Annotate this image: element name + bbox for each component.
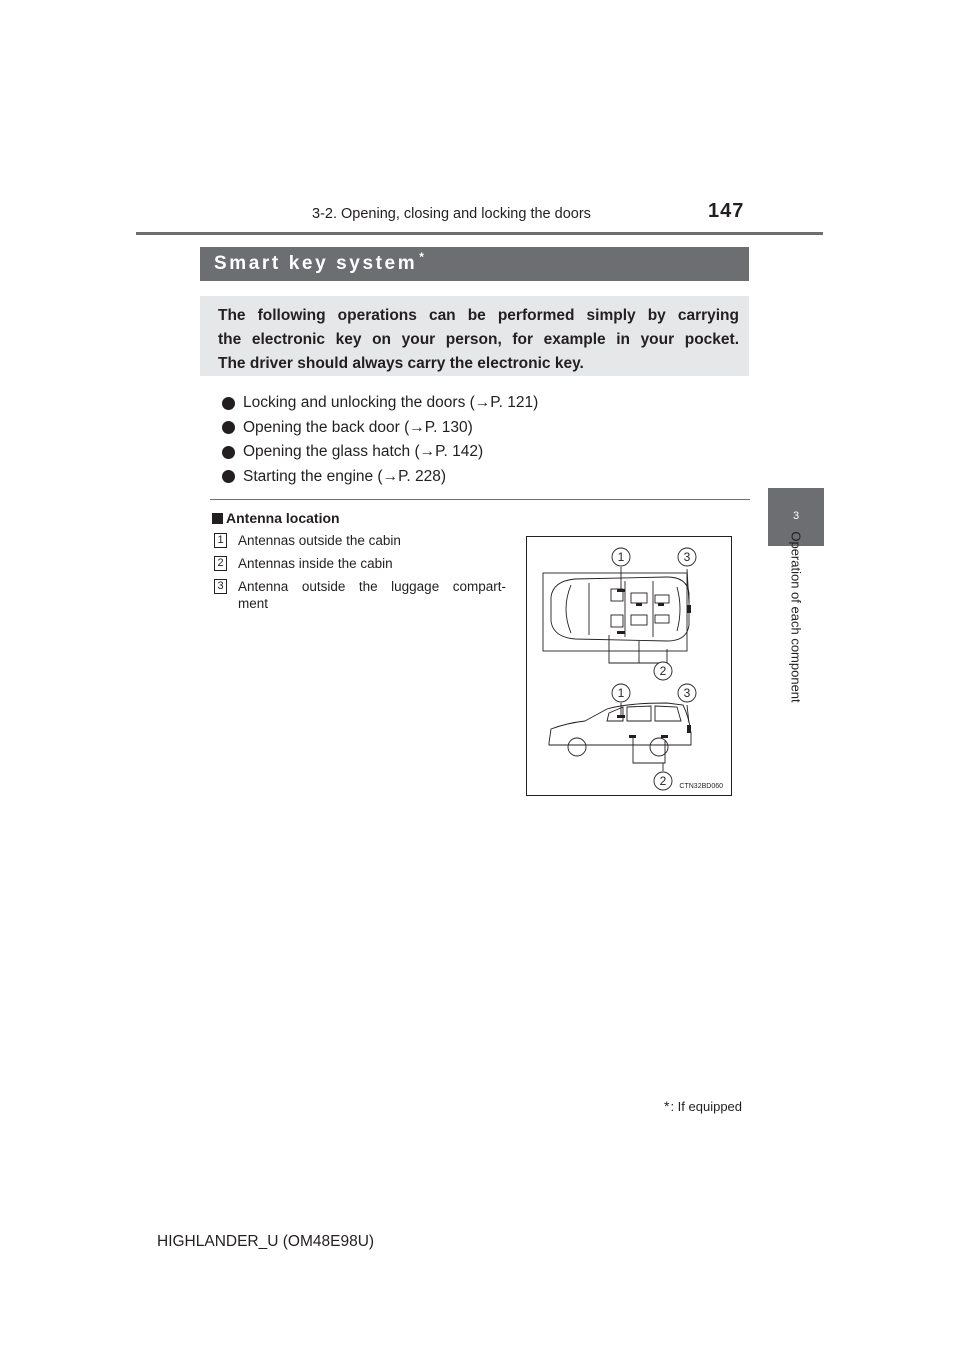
legend-text: Antennas inside the cabin <box>238 556 393 571</box>
antenna-heading-text: Antenna location <box>226 510 340 526</box>
legend-number: 1 <box>214 533 227 548</box>
bullet-icon <box>222 470 235 483</box>
section-divider <box>210 499 750 500</box>
intro-line: the electronic key on your person, for example in your pocket. <box>218 331 739 348</box>
chapter-title: Operation of each component <box>788 531 804 703</box>
list-item <box>222 465 538 490</box>
antenna-heading <box>212 510 340 526</box>
bullet-icon <box>222 397 235 410</box>
callout-label: 1 <box>617 550 625 564</box>
if-equipped-star: * <box>419 250 424 264</box>
legend-item <box>214 532 506 549</box>
figure-code: CTN32BD060 <box>679 783 723 790</box>
operation-text: Locking and unlocking the doors (→P. 121) <box>243 394 539 412</box>
bullet-icon <box>222 446 235 459</box>
top-view-frame <box>543 573 687 651</box>
side-view-car-body <box>549 703 691 745</box>
footnote-text: : If equipped <box>670 1098 743 1114</box>
operation-text: Opening the glass hatch (→P. 142) <box>243 443 484 461</box>
intro-line: The following operations can be performed simply by carrying <box>218 307 739 324</box>
vehicle-diagram <box>527 537 733 797</box>
chapter-tab[interactable]: 3 <box>768 488 824 546</box>
list-item <box>222 416 538 441</box>
callout-label: 2 <box>659 774 667 788</box>
callout-label: 3 <box>683 686 691 700</box>
footnote-star: * <box>664 1098 670 1114</box>
callout-label: 3 <box>683 550 691 564</box>
intro-box <box>200 296 749 376</box>
list-item <box>222 391 538 416</box>
section-title-bar <box>200 247 749 281</box>
legend-text-continued: ment <box>238 596 269 611</box>
antenna-location-figure <box>526 536 732 796</box>
intro-line: The driver should always carry the electronic key. <box>218 355 584 372</box>
legend-item <box>214 555 506 572</box>
section-header: 3-2. Opening, closing and locking the doors <box>312 206 591 222</box>
legend-text: Antenna outside the luggage compart- <box>238 579 506 594</box>
operation-text: Starting the engine (→P. 228) <box>243 467 447 485</box>
header-divider <box>136 232 823 235</box>
square-bullet-icon <box>212 513 223 524</box>
legend-text: Antennas outside the cabin <box>238 533 401 548</box>
list-item <box>222 440 538 465</box>
page-number: 147 <box>708 200 745 222</box>
footer-model: HIGHLANDER_U (OM48E98U) <box>157 1233 375 1250</box>
section-title: Smart key system <box>214 253 418 274</box>
legend-number: 2 <box>214 556 227 571</box>
footnote <box>664 1098 742 1114</box>
antenna-legend <box>214 532 506 618</box>
legend-item <box>214 578 506 612</box>
operation-text: Opening the back door (→P. 130) <box>243 418 473 436</box>
bullet-icon <box>222 421 235 434</box>
callout-label: 1 <box>617 686 625 700</box>
operations-list <box>222 391 538 489</box>
legend-number: 3 <box>214 579 227 594</box>
callout-label: 2 <box>659 664 667 678</box>
